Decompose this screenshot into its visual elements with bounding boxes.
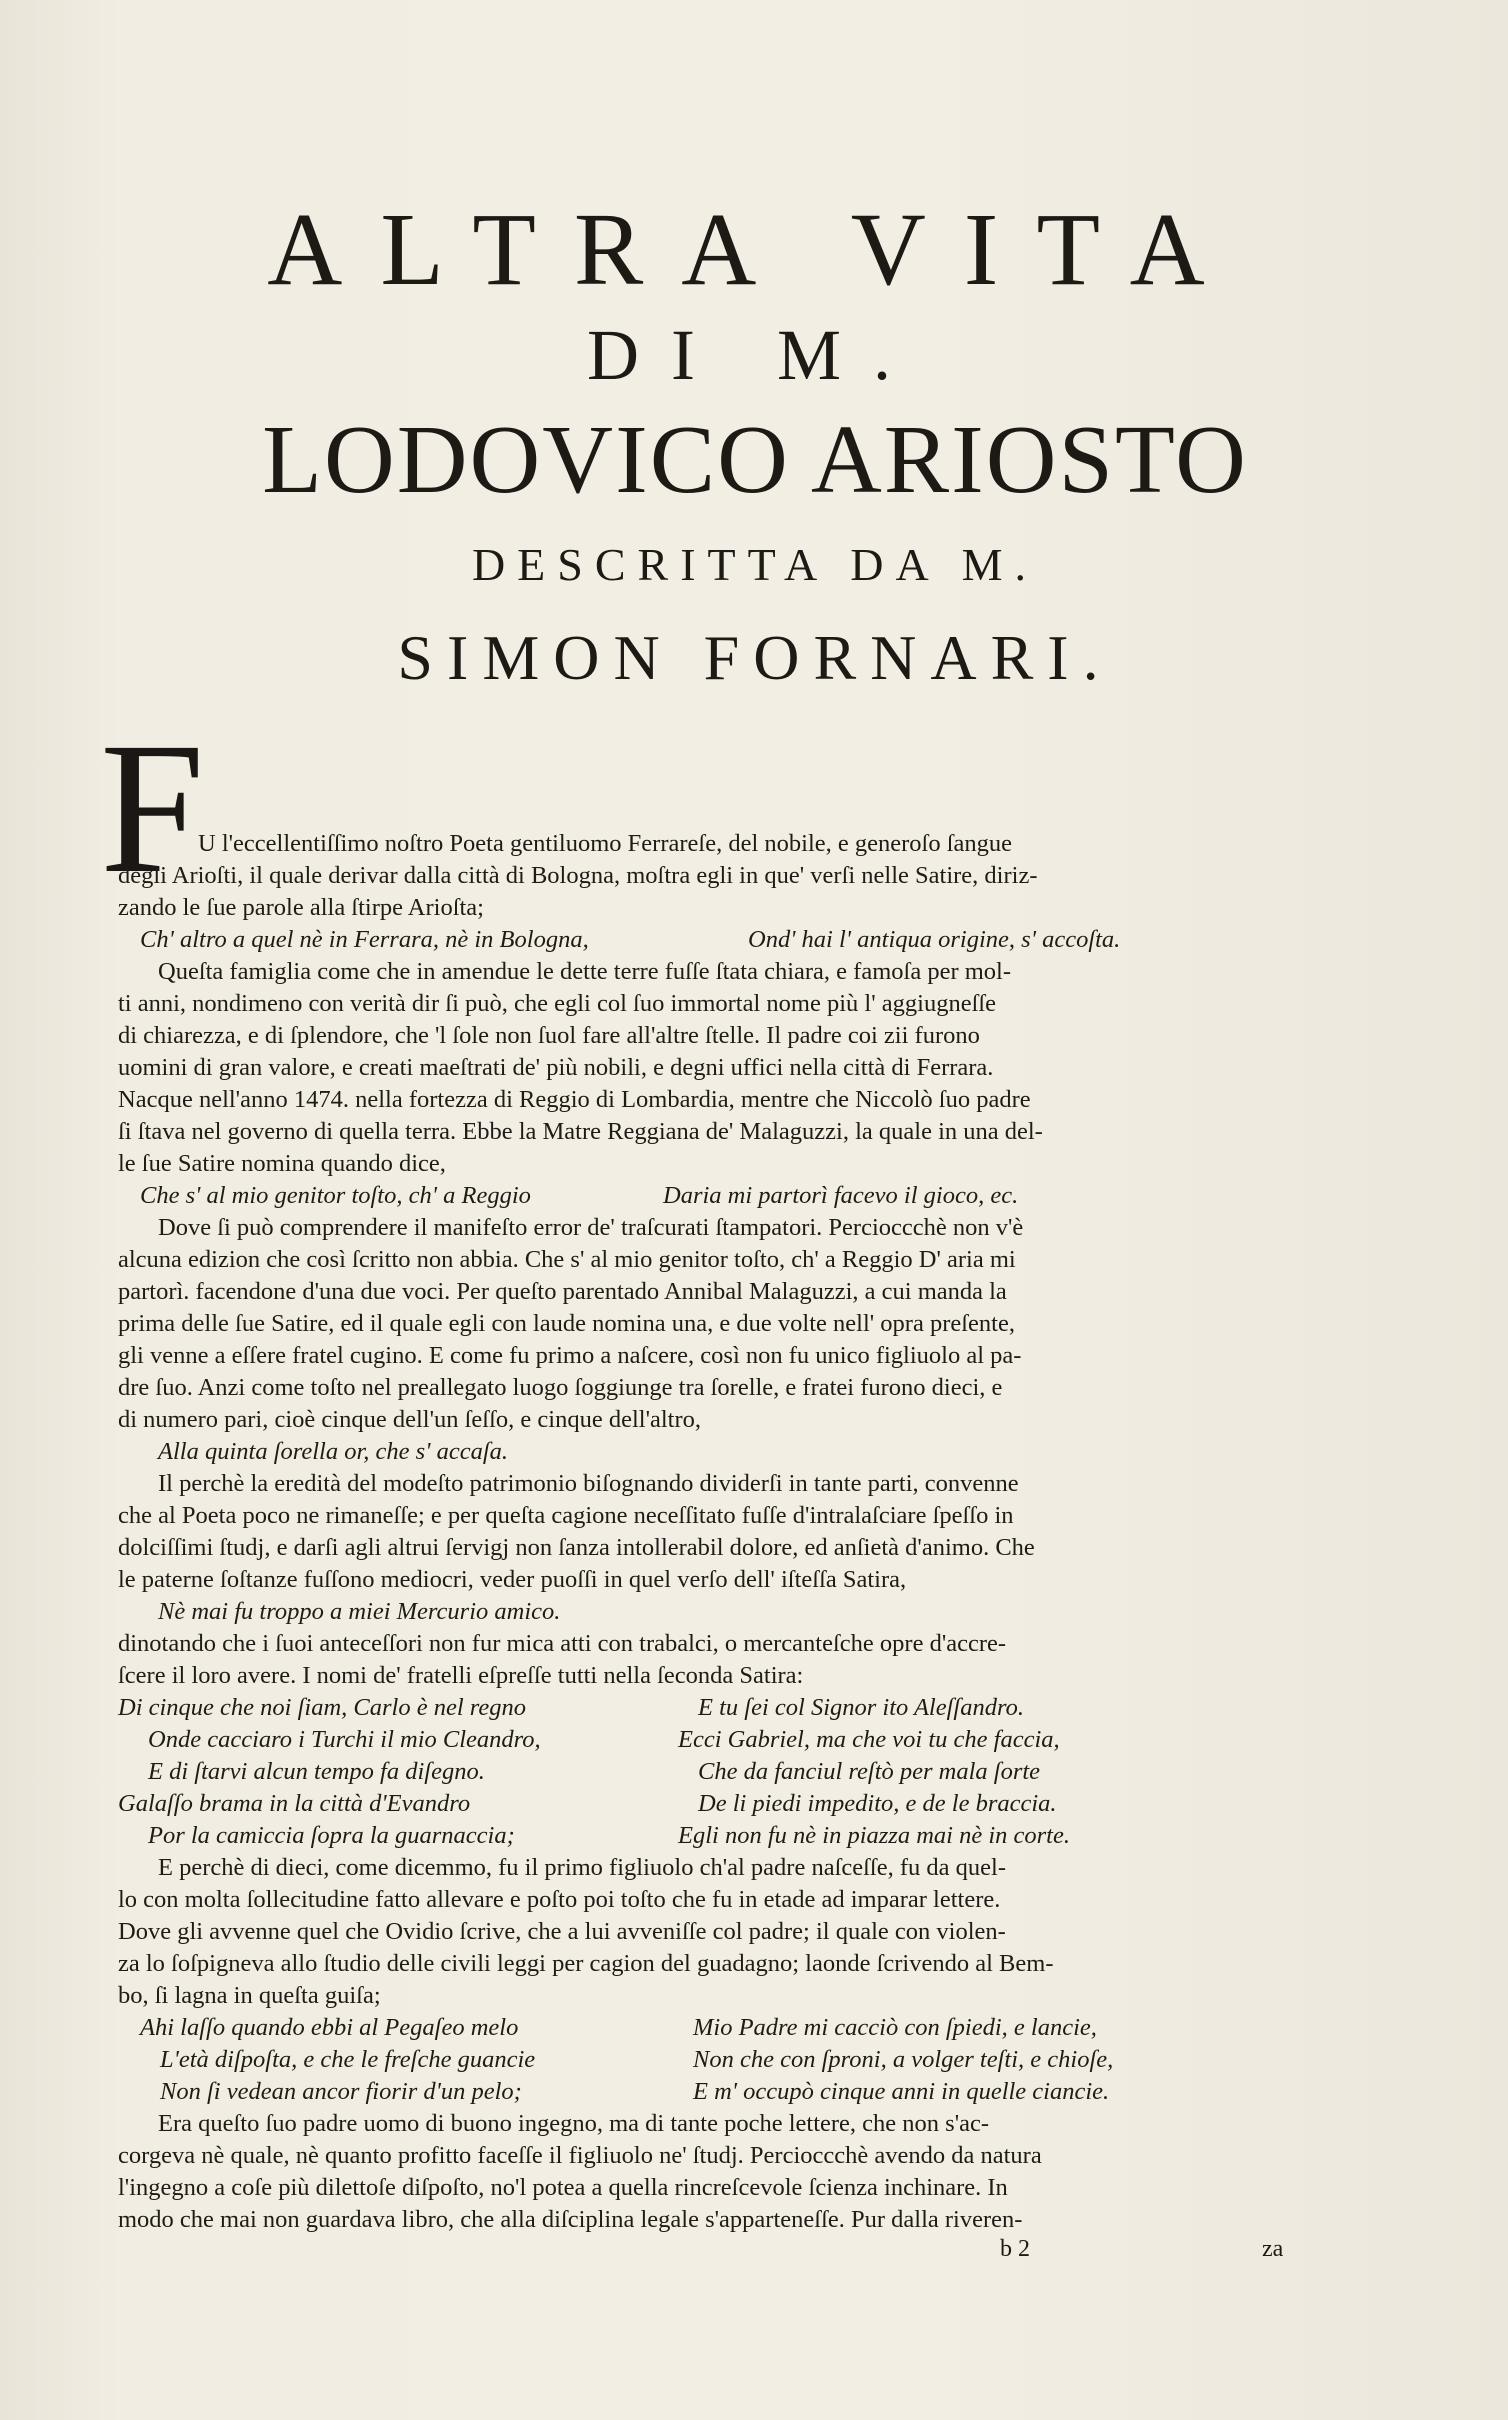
verse-line: Egli non fu nè in piazza mai nè in corte. [678,1822,1070,1849]
verse-line: Di cinque che noi ſiam, Carlo è nel regno [118,1694,527,1721]
text-line: prima delle ſue Satire, ed il quale egli con laude nomina una, e due volte nell' opra preſente, [118,1310,1015,1337]
verse-line: Che da fanciul reſtò per mala ſorte [698,1758,1041,1785]
title-line-1: ALTRA VITA [267,192,1243,307]
text-line: Nacque nell'anno 1474. nella fortezza di Reggio di Lombardia, mentre che Niccolò ſuo padre [118,1086,1031,1113]
text-line: degli Arioſti, il quale derivar dalla città di Bologna, moſtra egli in que' verſi nelle Satire, diriz- [118,862,1038,889]
verse-line: Daria mi partorì facevo il gioco, ec. [663,1182,1019,1209]
verse-line: Mio Padre mi cacciò con ſpiedi, e lancie, [693,2014,1097,2041]
catchword: za [1262,2236,1284,2262]
title-line-5: SIMON FORNARI. [397,622,1113,693]
text-line: di numero pari, cioè cinque dell'un ſeſſo, e cinque dell'altro, [118,1406,702,1433]
text-line: corgeva nè quale, nè quanto profitto faceſſe il figliuolo ne' ſtudj. Percioccchè avendo da natura [118,2142,1042,2169]
verse-line: Por la camiccia ſopra la guarnaccia; [148,1822,515,1849]
text-line: Il perchè la eredità del modeſto patrimonio biſognando dividerſi in tante parti, convenne [158,1470,1019,1497]
text-line: modo che mai non guardava libro, che alla diſciplina legale s'apparteneſſe. Pur dalla riveren- [118,2206,1023,2233]
verse-line: Non ſi vedean ancor fiorir d'un pelo; [160,2078,522,2105]
verse-line: E tu ſei col Signor ito Aleſſandro. [698,1694,1024,1721]
title-line-4: DESCRITTA DA M. [471,539,1039,590]
verse-line: Ond' hai l' antiqua origine, s' accoſta. [748,926,1121,953]
verse-line: Alla quinta ſorella or, che s' accaſa. [158,1438,509,1465]
verse-line: Onde cacciaro i Turchi il mio Cleandro, [148,1726,541,1753]
text-line: E perchè di dieci, come dicemmo, fu il primo figliuolo ch'al padre naſceſſe, fu da quel- [158,1854,1006,1881]
verse-line: De li piedi impedito, e de le braccia. [698,1790,1057,1817]
text-line: lo con molta ſollecitudine fatto allevare e poſto poi toſto che fu in etade ad imparar lettere. [118,1886,1001,1913]
text-line: bo, ſi lagna in queſta guiſa; [118,1982,381,2009]
text-line: ſcere il loro avere. I nomi de' fratelli eſpreſſe tutti nella ſeconda Satira: [118,1662,804,1689]
text-line: dinotando che i ſuoi anteceſſori non fur mica atti con trabalci, o mercanteſche opre d'accre- [118,1630,1007,1657]
title-line-2: DI M. [587,315,923,395]
text-line: Dove ſi può comprendere il manifeſto error de' traſcurati ſtampatori. Percioccchè non v'è [158,1214,1024,1241]
verse-line: E m' occupò cinque anni in quelle ciancie. [693,2078,1110,2105]
text-line: zando le ſue parole alla ſtirpe Arioſta; [118,894,484,921]
body-text [118,0,1288,2420]
text-line: U l'eccellentiſſimo noſtro Poeta gentiluomo Ferrareſe, del nobile, e generoſo ſangue [198,830,1013,857]
text-line: ſi ſtava nel governo di quella terra. Ebbe la Matre Reggiana de' Malaguzzi, la quale in una del- [118,1118,1043,1145]
text-line: alcuna edizion che così ſcritto non abbia. Che s' al mio genitor toſto, ch' a Reggio D' aria mi [118,1246,1016,1273]
text-line: partorì. facendone d'una due voci. Per queſto parentado Annibal Malaguzzi, a cui manda la [118,1278,1007,1305]
verse-line: Non che con ſproni, a volger teſti, e chioſe, [693,2046,1114,2073]
verse-line: Ch' altro a quel nè in Ferrara, nè in Bologna, [140,926,589,953]
verse-line: E di ſtarvi alcun tempo fa diſegno. [148,1758,485,1785]
text-line: za lo ſoſpigneva allo ſtudio delle civili leggi per cagion del guadagno; laonde ſcrivendo al Bem- [118,1950,1054,1977]
text-line: l'ingegno a coſe più dilettoſe diſpoſto, no'l potea a quella rincreſcevole ſcienza inchinare. In [118,2174,1008,2201]
text-line: le ſue Satire nomina quando dice, [118,1150,446,1177]
text-line: Dove gli avvenne quel che Ovidio ſcrive, che a lui avveniſſe col padre; il quale con violen- [118,1918,1006,1945]
text-line: Queſta famiglia come che in amendue le dette terre fuſſe ſtata chiara, e famoſa per mol- [158,958,1012,985]
text-line: di chiarezza, e di ſplendore, che 'l ſole non ſuol fare all'altre ſtelle. Il padre coi zii furono [118,1022,980,1049]
text-line: gli venne a eſſere fratel cugino. E come fu primo a naſcere, così non fu unico figliuolo al pa- [118,1342,1022,1369]
text-line: uomini di gran valore, e creati maeſtrati de' più nobili, e degni uffici nella città di Ferrara. [118,1054,994,1081]
verse-line: Ecci Gabriel, ma che voi tu che faccia, [678,1726,1060,1753]
text-line: dre ſuo. Anzi come toſto nel preallegato luogo ſoggiunge tra ſorelle, e fratei furono dieci, e [118,1374,1003,1401]
text-line: le paterne ſoſtanze fuſſono mediocri, veder puoſſi in quel verſo dell' iſteſſa Satira, [118,1566,907,1593]
verse-line: Che s' al mio genitor toſto, ch' a Reggio [140,1182,531,1209]
verse-line: Nè mai fu troppo a miei Mercurio amico. [158,1598,561,1625]
verse-line: L'età diſpoſta, e che le freſche guancie [160,2046,536,2073]
verse-line: Galaſſo brama in la città d'Evandro [118,1790,471,1817]
title-line-3: LODOVICO ARIOSTO [262,406,1248,514]
text-line: dolciſſimi ſtudj, e darſi agli altrui ſervigj non ſanza intollerabil dolore, ed anſietà d'animo. Che [118,1534,1035,1561]
text-line: Era queſto ſuo padre uomo di buono ingegno, ma di tante poche lettere, che non s'ac- [158,2110,990,2137]
drop-cap: F [100,703,205,912]
verse-line: Ahi laſſo quando ebbi al Pegaſeo melo [140,2014,519,2041]
text-line: ti anni, nondimeno con verità dir ſi può, che egli col ſuo immortal nome più l' aggiugneſſe [118,990,997,1017]
signature-mark: b 2 [1000,2236,1030,2262]
text-line: che al Poeta poco ne rimaneſſe; e per queſta cagione neceſſitato fuſſe d'intralaſciare ſpeſſo in [118,1502,1014,1529]
